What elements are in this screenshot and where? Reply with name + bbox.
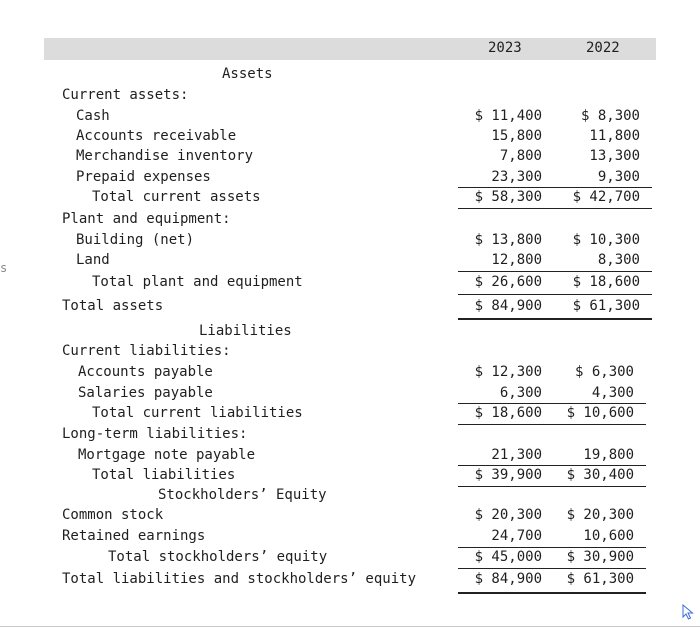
value-2023: 12,800 [491,252,542,268]
row-label: Accounts payable [78,364,213,380]
value-2022: 13,300 [589,148,640,164]
subtotal-rule [458,403,646,404]
row-label: Land [76,252,110,268]
value-2023: 24,700 [491,528,542,544]
value-2022: 19,800 [583,447,634,463]
table-row [0,211,700,231]
value-2022: $ 18,600 [572,274,640,290]
table-row [0,148,700,168]
table-row [0,405,700,425]
table-row [0,298,700,318]
value-2023: 7,800 [499,148,542,164]
value-2022: 8,300 [597,252,640,268]
table-row [0,571,700,591]
liabilities-heading: Liabilities [199,323,292,339]
row-label: Long-term liabilities: [62,426,248,442]
subtotal-rule [458,294,652,295]
value-2023: 23,300 [491,169,542,185]
value-2023: $ 11,400 [474,108,542,124]
value-2022: $ 42,700 [572,189,640,205]
year-2022-header: 2022 [586,40,620,56]
row-label: Total assets [62,298,164,314]
value-2023: $ 12,300 [474,364,542,380]
row-label: Accounts receivable [76,128,237,144]
value-2023: 15,800 [491,128,542,144]
table-row [0,108,700,128]
row-label: Salaries payable [78,385,213,401]
row-label: Total current assets [92,189,261,205]
total-rule [458,486,646,487]
table-row [0,364,700,384]
value-2023: $ 13,800 [474,232,542,248]
value-2023: $ 84,900 [474,571,542,587]
row-label: Total stockholders’ equity [108,549,328,565]
table-row [0,385,700,405]
cropped-edge-text: s [0,261,8,275]
value-2023: $ 84,900 [474,298,542,314]
row-label: Merchandise inventory [76,148,254,164]
row-label: Current liabilities: [62,343,231,359]
row-label: Current assets: [62,87,189,103]
table-row [0,447,700,467]
row-label: Prepaid expenses [76,169,211,185]
subtotal-rule [458,465,646,466]
table-row [0,507,700,527]
table-row [0,252,700,272]
value-2022: $ 8,300 [580,108,640,124]
total-rule [458,568,646,569]
value-2022: $ 30,400 [566,467,634,483]
table-row [0,169,700,189]
row-label: Plant and equipment: [62,211,231,227]
mouse-cursor-icon [682,604,694,620]
year-2023-header: 2023 [488,40,522,56]
grand-total-rule [458,318,652,320]
total-rule [458,208,652,209]
value-2022: 10,600 [583,528,634,544]
value-2022: $ 30,900 [566,549,634,565]
value-2023: $ 18,600 [474,405,542,421]
subtotal-rule [458,187,652,188]
row-label: Total current liabilities [92,405,303,421]
value-2022: 4,300 [591,385,634,401]
table-row [0,528,700,548]
table-row [0,189,700,209]
table-row [0,426,700,446]
row-label: Total liabilities and stockholders’ equity [62,571,417,587]
table-row [0,232,700,252]
equity-heading: Stockholders’ Equity [158,487,327,503]
value-2023: $ 39,900 [474,467,542,483]
value-2023: $ 45,000 [474,549,542,565]
subtotal-rule [458,271,652,272]
row-label: Cash [76,108,110,124]
table-row [0,128,700,148]
table-row [0,87,700,107]
row-label: Building (net) [76,232,195,248]
value-2022: $ 6,300 [574,364,634,380]
value-2023: 21,300 [491,447,542,463]
row-label: Common stock [62,507,164,523]
subtotal-rule [458,547,646,548]
row-label: Total plant and equipment [92,274,303,290]
value-2022: $ 10,300 [572,232,640,248]
value-2022: $ 10,600 [566,405,634,421]
grand-total-rule [458,592,646,594]
value-2023: $ 26,600 [474,274,542,290]
table-row [0,343,700,363]
year-header-bar [44,38,656,60]
total-rule [458,424,646,425]
row-label: Retained earnings [62,528,206,544]
value-2022: $ 20,300 [566,507,634,523]
value-2022: $ 61,300 [572,298,640,314]
value-2023: $ 20,300 [474,507,542,523]
row-label: Mortgage note payable [78,447,256,463]
value-2022: $ 61,300 [566,571,634,587]
value-2023: 6,300 [499,385,542,401]
value-2023: $ 58,300 [474,189,542,205]
table-row [0,549,700,569]
table-row [0,274,700,294]
value-2022: 9,300 [597,169,640,185]
value-2022: 11,800 [589,128,640,144]
assets-heading: Assets [222,66,273,82]
row-label: Total liabilities [92,467,236,483]
table-row [0,467,700,487]
